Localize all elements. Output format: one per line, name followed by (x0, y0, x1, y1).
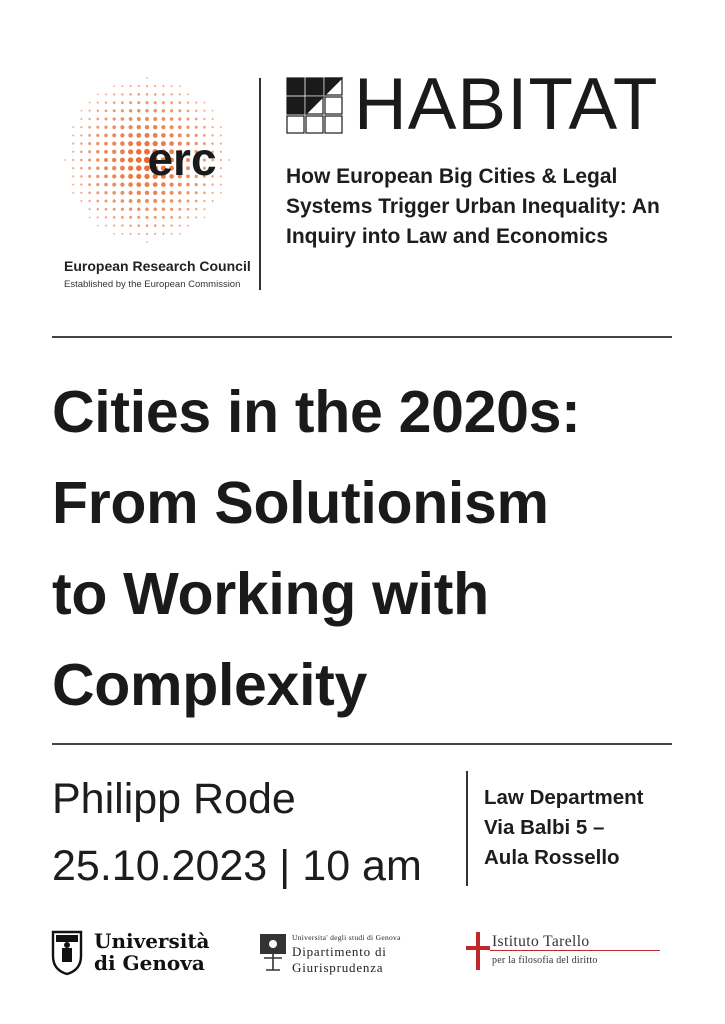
erc-dot (105, 101, 107, 103)
erc-dot (120, 125, 124, 129)
erc-dot (136, 133, 141, 138)
erc-dot (195, 102, 197, 104)
erc-dot (137, 117, 141, 121)
erc-dot (120, 166, 125, 171)
erc-dot (187, 208, 190, 211)
erc-dot (178, 208, 181, 211)
erc-dot (179, 101, 182, 104)
erc-dot (128, 141, 133, 146)
erc-dot (112, 150, 116, 154)
erc-dot (145, 199, 149, 203)
venue-line: Via Balbi 5 – (484, 816, 605, 839)
erc-dot (113, 101, 116, 104)
erc-dot (162, 93, 165, 96)
event-title (52, 367, 712, 731)
erc-dot (145, 191, 149, 195)
erc-dot (187, 225, 189, 227)
erc-dot (88, 118, 90, 120)
erc-dot (113, 225, 115, 227)
dept-line1: Dipartimento di (292, 944, 387, 959)
erc-dot (128, 149, 133, 154)
erc-dot (96, 191, 99, 194)
habitat-grid-icon (286, 77, 343, 134)
erc-dot (121, 101, 124, 104)
erc-dot (130, 85, 132, 87)
erc-dot (138, 224, 141, 227)
erc-dot (121, 85, 123, 87)
erc-name: European Research Council (64, 258, 251, 274)
erc-dot (212, 192, 214, 194)
erc-dot (104, 126, 107, 129)
erc-dot (178, 125, 182, 129)
erc-dot (88, 150, 91, 153)
bottom-rule (52, 743, 672, 745)
erc-dot (162, 233, 164, 235)
erc-dot (187, 216, 189, 218)
erc-dot (136, 165, 142, 171)
erc-dot (137, 191, 141, 195)
erc-dot (128, 157, 133, 162)
erc-dot (121, 224, 123, 226)
erc-dot (88, 200, 90, 202)
habitat-wordmark: HABITAT (354, 64, 659, 145)
erc-dot (121, 233, 123, 235)
erc-dot (203, 126, 206, 129)
erc-dot (162, 199, 166, 203)
erc-dot (179, 93, 181, 95)
erc-logo (62, 75, 232, 245)
info-divider (466, 771, 468, 886)
erc-dot (145, 125, 149, 129)
erc-dot (137, 199, 141, 203)
erc-dot (80, 200, 82, 202)
erc-dot (154, 85, 156, 87)
erc-dot (145, 117, 149, 121)
erc-dot (121, 117, 125, 121)
erc-dot (112, 166, 116, 170)
erc-dot (129, 125, 133, 129)
venue (484, 783, 643, 873)
erc-dot (97, 102, 99, 104)
event-title-line: to Working with (52, 561, 489, 627)
erc-logo-text: erc (147, 133, 217, 185)
erc-dot (80, 183, 82, 185)
erc-dot (97, 208, 99, 210)
erc-dot (88, 126, 91, 129)
erc-dot (171, 85, 173, 87)
erc-dot (212, 126, 214, 128)
erc-dot (120, 174, 125, 179)
erc-dot (80, 118, 82, 120)
erc-dot (138, 93, 141, 96)
tarello-line2: per la filosofia del diritto (492, 955, 598, 966)
erc-dot (105, 208, 108, 211)
erc-dot (104, 183, 108, 187)
erc-dot (161, 191, 165, 195)
erc-dot (137, 109, 140, 112)
erc-dot (179, 85, 181, 87)
dept-emblem-icon (260, 934, 286, 970)
erc-dot (195, 200, 198, 203)
erc-dot (161, 125, 165, 129)
erc-dot (72, 167, 74, 169)
top-rule (52, 336, 672, 338)
erc-dot (154, 101, 157, 104)
erc-dot (170, 117, 174, 121)
erc-dot (113, 199, 116, 202)
erc-dot (113, 216, 116, 219)
erc-dot (113, 85, 115, 87)
erc-dot (129, 101, 132, 104)
erc-dot (220, 167, 222, 169)
project-title: How European Big Cities & Legal Systems Trigger Urban Inequality: An Inquiry into Law and Economics (286, 165, 660, 248)
erc-dot (97, 94, 99, 96)
erc-dot (178, 117, 181, 120)
erc-dot (104, 191, 107, 194)
erc-dot (96, 183, 99, 186)
erc-dot (212, 118, 214, 120)
erc-dot (187, 101, 189, 103)
erc-dot (170, 208, 173, 211)
erc-dot (137, 101, 140, 104)
erc-dot (97, 110, 99, 112)
erc-dot (96, 158, 100, 162)
erc-dot (162, 208, 165, 211)
erc-dot (170, 101, 173, 104)
erc-dot (104, 117, 107, 120)
erc-dot (72, 126, 74, 128)
erc-dot (72, 175, 74, 177)
erc-dot (88, 192, 91, 195)
erc-dot (154, 93, 157, 96)
erc-dot (178, 199, 181, 202)
erc-dot (220, 134, 222, 136)
erc-dot (145, 109, 149, 113)
erc-dot (120, 182, 124, 186)
erc-dot (186, 199, 189, 202)
erc-dot (220, 159, 222, 161)
erc-dot (88, 142, 91, 145)
unige-line2: di Genova (94, 951, 205, 975)
erc-dot (96, 118, 99, 121)
erc-dot (72, 192, 74, 194)
erc-dot (89, 110, 91, 112)
erc-dot (162, 101, 165, 104)
erc-dot (162, 85, 164, 87)
tarello-logo (466, 930, 666, 972)
erc-dot (154, 224, 157, 227)
dept-header: Universita' degli studi di Genova (292, 933, 401, 942)
erc-dot (121, 109, 124, 112)
erc-dot (195, 110, 197, 112)
erc-dot (96, 200, 99, 203)
erc-dot (146, 77, 148, 79)
erc-dot (88, 158, 91, 161)
erc-dot (178, 109, 181, 112)
erc-dot (129, 199, 133, 203)
erc-dot (186, 191, 189, 194)
erc-dot (136, 157, 142, 163)
erc-dot (195, 216, 197, 218)
erc-dot (80, 167, 83, 170)
erc-dot (136, 141, 141, 146)
erc-dot (153, 199, 157, 203)
erc-dot (80, 142, 83, 145)
erc-dot (187, 109, 190, 112)
erc-dot (130, 233, 132, 235)
erc-established-text: Established by the European Commission (64, 279, 241, 290)
erc-dot (203, 110, 205, 112)
erc-dot (88, 167, 91, 170)
erc-dot (104, 175, 108, 179)
venue-line: Law Department (484, 786, 644, 809)
erc-dot (146, 93, 149, 96)
event-datetime: 25.10.2023 | 10 am (52, 842, 422, 890)
dept-logo (258, 928, 428, 976)
erc-dot (80, 175, 83, 178)
erc-dot (104, 142, 108, 146)
erc-dot (105, 216, 107, 218)
erc-dot (129, 191, 133, 195)
erc-dot (113, 208, 116, 211)
erc-dot (112, 174, 116, 178)
erc-dot (145, 216, 148, 219)
erc-dot (220, 184, 222, 186)
erc-dot (112, 133, 116, 137)
erc-dot (96, 142, 99, 145)
erc-dot (104, 150, 108, 154)
erc-dot (170, 93, 172, 95)
erc-dot (171, 233, 173, 235)
erc-dot (146, 233, 148, 235)
erc-dot (153, 125, 157, 129)
erc-dot (112, 125, 116, 129)
event-title-line: Cities in the 2020s: (52, 379, 581, 445)
erc-dot (146, 224, 149, 227)
erc-dot (170, 125, 174, 129)
erc-dot (203, 208, 205, 210)
erc-dot (113, 117, 116, 120)
erc-dot (120, 149, 125, 154)
erc-dot (120, 191, 124, 195)
erc-dot (97, 216, 99, 218)
venue-line: Aula Rossello (484, 846, 620, 869)
erc-dot (129, 93, 132, 96)
erc-dot (187, 93, 189, 95)
erc-dot (186, 117, 189, 120)
erc-dot (162, 109, 165, 112)
erc-dot (170, 199, 174, 203)
erc-dot (170, 216, 173, 219)
erc-dot (80, 126, 82, 128)
erc-dot (154, 216, 157, 219)
erc-dot (80, 151, 83, 154)
erc-dot (112, 142, 116, 146)
erc-dot (112, 183, 116, 187)
erc-dot (128, 166, 133, 171)
erc-dot (89, 208, 91, 210)
erc-dot (170, 191, 174, 195)
erc-dot (113, 109, 116, 112)
erc-dot (129, 117, 133, 121)
erc-dot (204, 102, 206, 104)
erc-dot (136, 149, 142, 155)
erc-dot (72, 184, 74, 186)
erc-dot (179, 216, 182, 219)
erc-dot (96, 150, 99, 153)
erc-dot (113, 233, 115, 235)
erc-dot (121, 93, 123, 95)
erc-dot (88, 183, 91, 186)
erc-dot (145, 207, 149, 211)
erc-dot (97, 225, 99, 227)
erc-dot (88, 134, 91, 137)
unige-shield-icon (53, 932, 81, 974)
erc-dot (128, 182, 133, 187)
erc-dot (81, 110, 83, 112)
erc-dot (137, 125, 141, 129)
erc-dot (220, 143, 222, 145)
dept-line2: Giurisprudenza (292, 960, 384, 975)
erc-dot (220, 175, 222, 177)
erc-dot (179, 225, 181, 227)
erc-dot (153, 109, 156, 112)
erc-dot (195, 208, 197, 210)
erc-dot (136, 174, 141, 179)
erc-dot (112, 158, 116, 162)
erc-dot (96, 175, 99, 178)
erc-dot (80, 192, 82, 194)
erc-dot (121, 199, 125, 203)
header-divider (259, 78, 261, 290)
erc-dot (162, 117, 166, 121)
erc-dot (195, 191, 198, 194)
erc-dot (72, 143, 74, 145)
erc-dot (220, 126, 222, 128)
erc-dot (145, 101, 148, 104)
erc-dot (89, 217, 91, 219)
erc-dot (96, 126, 99, 129)
event-title-line: Complexity (52, 652, 368, 718)
erc-dot (170, 109, 173, 112)
erc-dot (203, 192, 206, 195)
erc-dot (105, 225, 107, 227)
event-title-line: From Solutionism (52, 470, 549, 536)
erc-dot (104, 158, 108, 162)
erc-dot (228, 159, 230, 161)
erc-dot (80, 134, 82, 136)
tarello-line1: Istituto Tarello (492, 933, 590, 950)
erc-dot (146, 85, 148, 87)
erc-dot (96, 134, 99, 137)
unige-logo (50, 928, 230, 976)
erc-dot (121, 208, 124, 211)
erc-dot (138, 85, 140, 87)
erc-dot (105, 109, 108, 112)
erc-dot (220, 192, 222, 194)
erc-dot (104, 199, 107, 202)
erc-dot (112, 191, 116, 195)
erc-dot (203, 118, 205, 120)
erc-dot (89, 102, 91, 104)
unige-line1: Università (94, 929, 210, 953)
erc-dot (72, 134, 74, 136)
erc-dot (88, 175, 91, 178)
erc-dot (120, 133, 124, 137)
erc-dot (128, 133, 133, 138)
erc-dot (162, 224, 165, 227)
erc-dot (129, 109, 132, 112)
erc-dot (153, 191, 157, 195)
erc-dot (204, 217, 206, 219)
erc-dot (120, 158, 125, 163)
erc-dot (121, 216, 124, 219)
erc-dot (220, 151, 222, 153)
erc-dot (129, 208, 132, 211)
erc-dot (153, 207, 156, 210)
erc-dot (153, 117, 157, 121)
erc-dot (212, 110, 214, 112)
erc-dot (178, 191, 182, 195)
erc-dot (195, 118, 198, 121)
erc-dot (72, 159, 74, 161)
erc-dot (195, 126, 198, 129)
erc-dot (170, 224, 172, 226)
erc-dot (136, 182, 141, 187)
erc-dot (146, 241, 148, 243)
erc-dot (120, 141, 125, 146)
erc-dot (186, 126, 189, 129)
erc-dot (129, 224, 132, 227)
erc-dot (212, 200, 214, 202)
erc-dot (80, 159, 83, 162)
erc-dot (154, 233, 156, 235)
erc-dot (203, 200, 205, 202)
erc-dot (162, 216, 165, 219)
erc-dot (64, 159, 66, 161)
erc-dot (138, 233, 140, 235)
erc-dot (96, 166, 99, 169)
erc-dot (105, 93, 107, 95)
erc-dot (129, 216, 132, 219)
erc-dot (113, 93, 115, 95)
tarello-cross-icon (466, 932, 490, 970)
erc-dot (137, 216, 140, 219)
erc-dot (128, 174, 133, 179)
erc-dot (104, 134, 108, 138)
erc-dot (104, 166, 108, 170)
speaker-name: Philipp Rode (52, 775, 296, 823)
erc-dot (137, 207, 140, 210)
erc-dot (179, 233, 181, 235)
erc-dot (72, 151, 74, 153)
